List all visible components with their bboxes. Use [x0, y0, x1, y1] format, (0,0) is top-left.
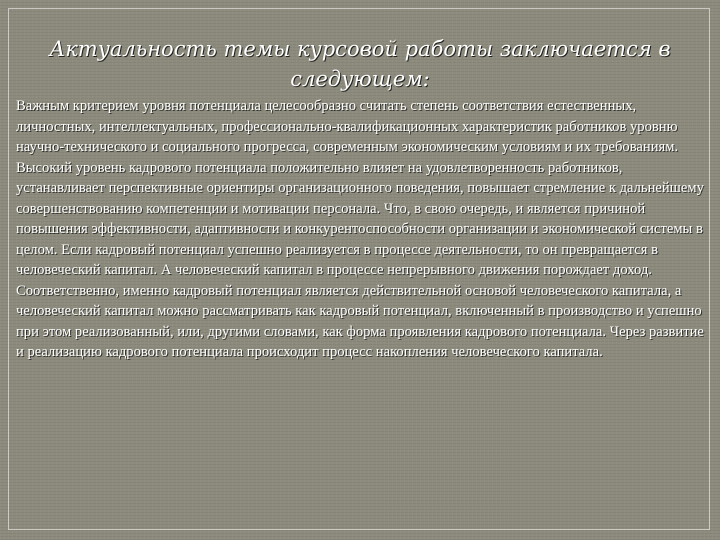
body-paragraph-2: Соответственно, именно кадровый потенциал является действительной основой человеческого капитала, а человеческий капитал можно рассматривать как кадровый потенциал, включенный в производство и успешно при этом реализованный, или, другими словами, как форма проявления кадрового потенциала. Через развитие и реализацию кадрового потенциала происходит процесс накопления человеческого капитала. [16, 282, 704, 360]
slide-title: Актуальность темы курсовой работы заключается в следующем: [49, 37, 671, 91]
body-paragraph-1: Важным критерием уровня потенциала целесообразно считать степень соответствия естественных, личностных, интеллектуальных, профессионально-квалификационных характеристик работников уровню научно-технического и социального прогресса, современным экономическим условиям и их требованиям. Высокий уровень кадрового потенциала положительно влияет на удовлетворенность работников, устанавливает перспективные ориентиры организационного поведения, повышает стремление к дальнейшему совершенствованию компетенции и мотивации персонала. Что, в свою очередь, и является причиной повышения эффективности, адаптивности и конкурентоспособности организации и экономической системы в целом. Если кадровый потенциал успешно реализуется в процессе деятельности, то он превращается в человеческий капитал. А человеческий капитал в процессе непрерывного движения порождает доход. [16, 98, 704, 278]
slide-body [16, 96, 706, 363]
